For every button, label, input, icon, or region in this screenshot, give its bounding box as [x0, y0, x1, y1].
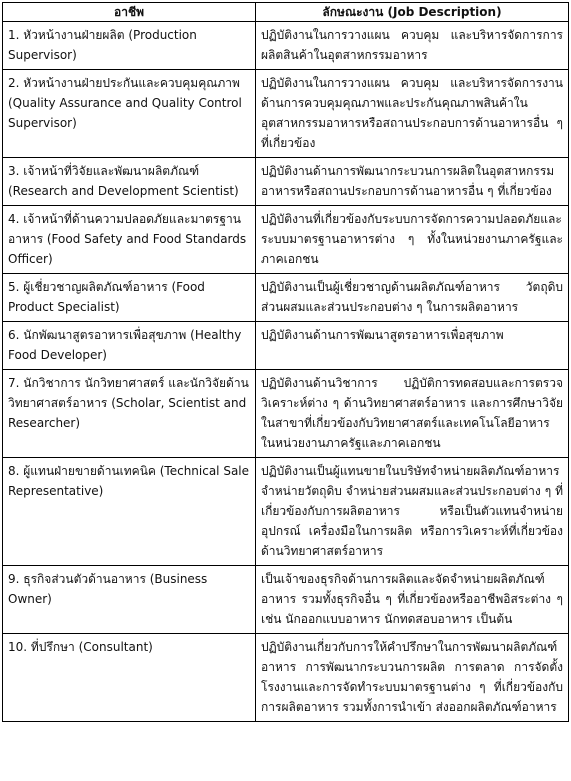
- table-row: [3, 70, 569, 158]
- job-description-cell: ปฏิบัติงานเป็นผู้เชี่ยวชาญด้านผลิตภัณฑ์อาหาร วัตถุดิบ ส่วนผสมและส่วนประกอบต่าง ๆ ในการผลิตอาหาร: [256, 274, 569, 322]
- table-header-row: [3, 3, 569, 22]
- job-description-cell: ปฏิบัติงานเป็นผู้แทนขายในบริษัทจำหน่ายผลิตภัณฑ์อาหาร จำหน่ายวัตถุดิบ จำหน่ายส่วนผสมและส่วนประกอบต่าง ๆ ที่เกี่ยวข้องกับการผลิตอาหาร หรือเป็นตัวแทนจำหน่ายอุปกรณ์ เครื่องมือในการผลิต หรือการวิเคราะห์ที่เกี่ยวข้องด้านวิทยาศาสตร์อาหาร: [256, 458, 569, 566]
- occupation-cell: 2. หัวหน้างานฝ่ายประกันและควบคุมคุณภาพ (Quality Assurance and Quality Control Supervisor): [3, 70, 256, 158]
- occupation-cell: 4. เจ้าหน้าที่ด้านความปลอดภัยและมาตรฐานอาหาร (Food Safety and Food Standards Officer): [3, 206, 256, 274]
- occupation-cell: 7. นักวิชาการ นักวิทยาศาสตร์ และนักวิจัยด้านวิทยาศาสตร์อาหาร (Scholar, Scientist and Researcher): [3, 370, 256, 458]
- job-description-cell: ปฏิบัติงานในการวางแผน ควบคุม และบริหารจัดการงานด้านการควบคุมคุณภาพและประกันคุณภาพสินค้าในอุตสาหกรรมอาหารหรือสถานประกอบการด้านอาหารอื่น ๆ ที่เกี่ยวข้อง: [256, 70, 569, 158]
- job-description-cell: เป็นเจ้าของธุรกิจด้านการผลิตและจัดจำหน่ายผลิตภัณฑ์อาหาร รวมทั้งธุรกิจอื่น ๆ ที่เกี่ยวข้องหรืออาชีพอิสระต่าง ๆ เช่น นักออกแบบอาหาร นักทดสอบอาหาร เป็นต้น: [256, 566, 569, 634]
- table-row: [3, 22, 569, 70]
- occupation-cell: 6. นักพัฒนาสูตรอาหารเพื่อสุขภาพ (Healthy Food Developer): [3, 322, 256, 370]
- occupation-cell: 8. ผู้แทนฝ่ายขายด้านเทคนิค (Technical Sale Representative): [3, 458, 256, 566]
- table-body: [3, 22, 569, 722]
- table-row: [3, 322, 569, 370]
- table-row: [3, 634, 569, 722]
- table-row: [3, 206, 569, 274]
- header-job-description: ลักษณะงาน (Job Description): [256, 3, 569, 22]
- header-occupation: อาชีพ: [3, 3, 256, 22]
- job-description-table: [2, 2, 569, 722]
- job-description-cell: ปฏิบัติงานด้านวิชาการ ปฏิบัติการทดสอบและการตรวจวิเคราะห์ต่าง ๆ ด้านวิทยาศาสตร์อาหาร และการศึกษาวิจัยในสาขาที่เกี่ยวข้องกับวิทยาศาสตร์และเทคโนโลยีอาหารในหน่วยงานภาครัฐและภาคเอกชน: [256, 370, 569, 458]
- job-description-cell: ปฏิบัติงานที่เกี่ยวข้องกับระบบการจัดการความปลอดภัยและระบบมาตรฐานอาหารต่าง ๆ ทั้งในหน่วยงานภาครัฐและภาคเอกชน: [256, 206, 569, 274]
- occupation-cell: 5. ผู้เชี่ยวชาญผลิตภัณฑ์อาหาร (Food Product Specialist): [3, 274, 256, 322]
- table-row: [3, 158, 569, 206]
- job-description-cell: ปฏิบัติงานเกี่ยวกับการให้คำปรึกษาในการพัฒนาผลิตภัณฑ์อาหาร การพัฒนากระบวนการผลิต การตลาด การจัดตั้งโรงงานและการจัดทำระบบมาตรฐานต่าง ๆ ที่เกี่ยวข้องกับการผลิตอาหาร รวมทั้งการนำเข้า ส่งออกผลิตภัณฑ์อาหาร: [256, 634, 569, 722]
- occupation-cell: 3. เจ้าหน้าที่วิจัยและพัฒนาผลิตภัณฑ์ (Research and Development Scientist): [3, 158, 256, 206]
- table-row: [3, 458, 569, 566]
- table-row: [3, 566, 569, 634]
- job-description-cell: ปฏิบัติงานด้านการพัฒนากระบวนการผลิตในอุตสาหกรรมอาหารหรือสถานประกอบการด้านอาหารอื่น ๆ ที่เกี่ยวข้อง: [256, 158, 569, 206]
- job-description-cell: ปฏิบัติงานด้านการพัฒนาสูตรอาหารเพื่อสุขภาพ: [256, 322, 569, 370]
- table-row: [3, 370, 569, 458]
- occupation-cell: 1. หัวหน้างานฝ่ายผลิต (Production Supervisor): [3, 22, 256, 70]
- job-description-cell: ปฏิบัติงานในการวางแผน ควบคุม และบริหารจัดการการผลิตสินค้าในอุตสาหกรรมอาหาร: [256, 22, 569, 70]
- occupation-cell: 10. ที่ปรึกษา (Consultant): [3, 634, 256, 722]
- table-row: [3, 274, 569, 322]
- occupation-cell: 9. ธุรกิจส่วนตัวด้านอาหาร (Business Owner): [3, 566, 256, 634]
